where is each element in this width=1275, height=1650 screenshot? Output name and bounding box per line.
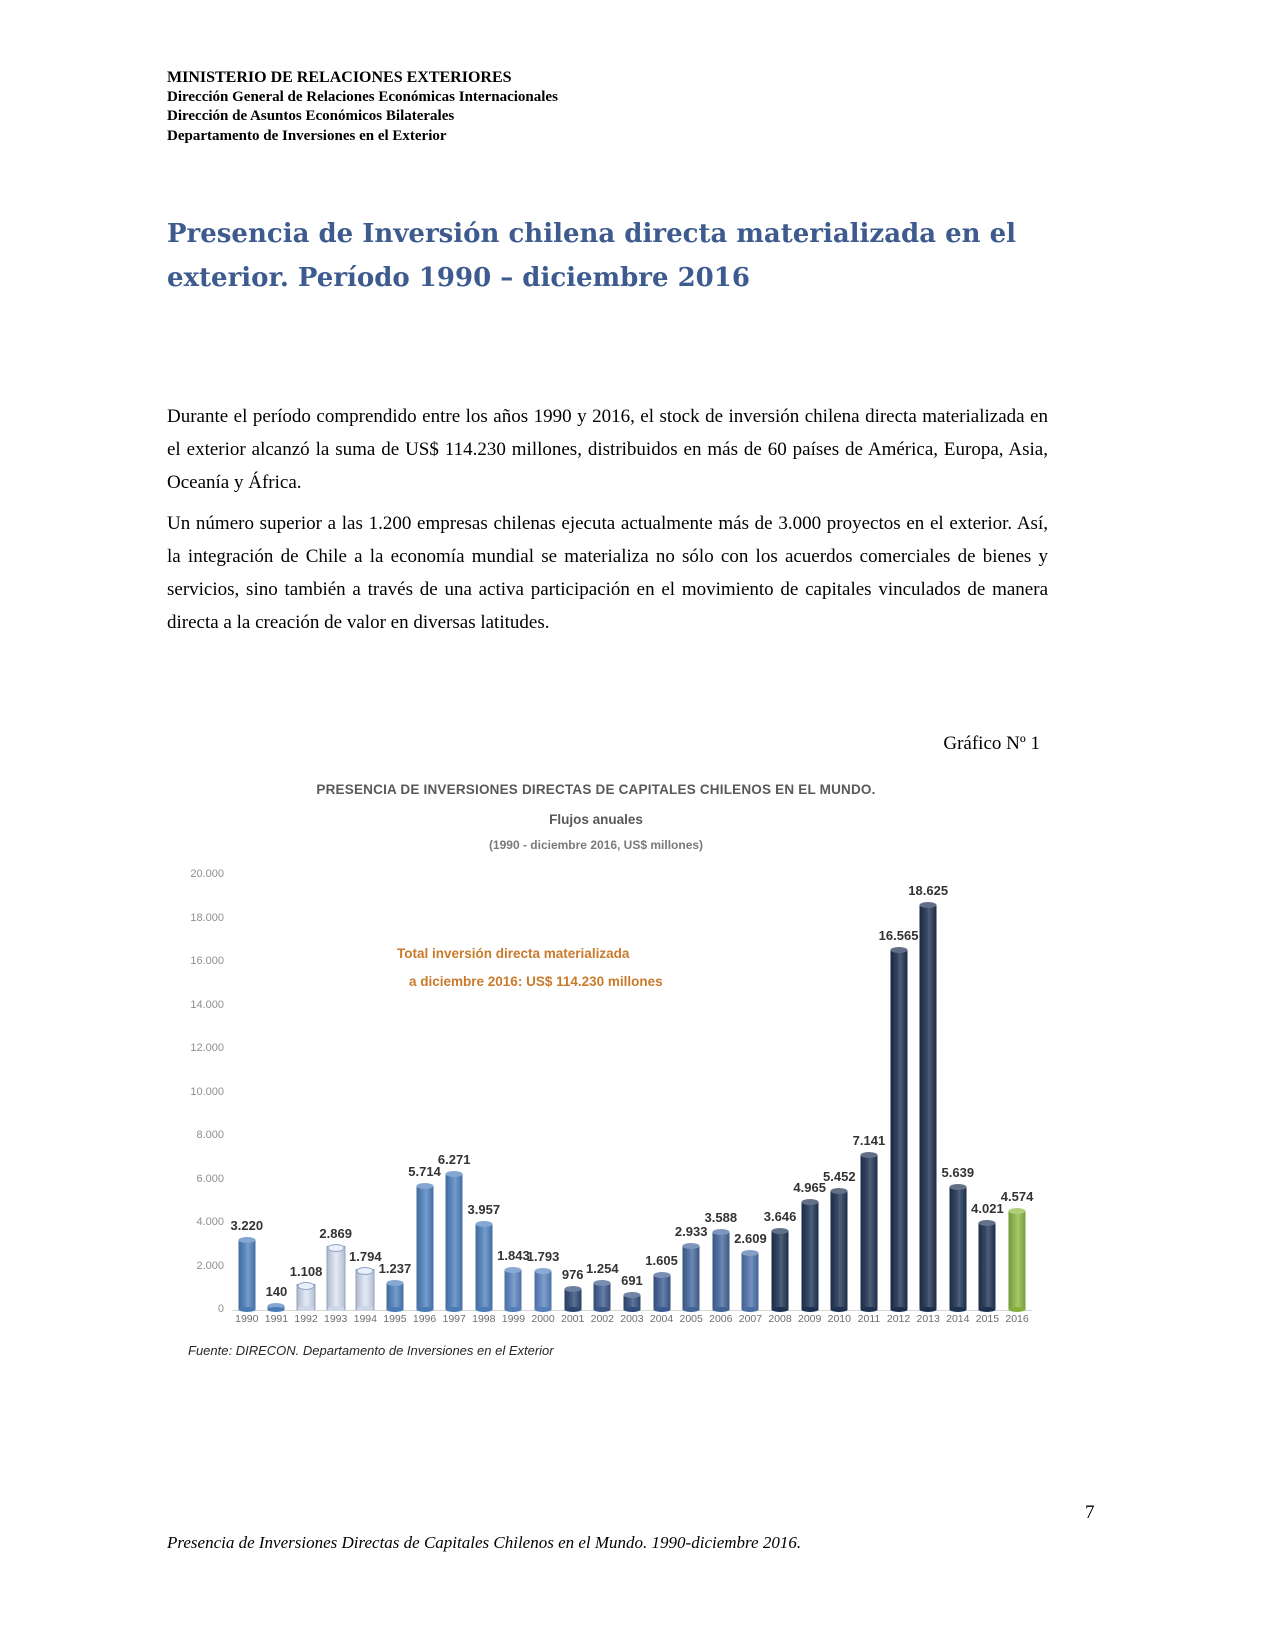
bar-top-ellipse: [594, 1280, 611, 1286]
bar-column-2015: [973, 875, 1003, 1310]
source-note: Fuente: DIRECON. Departamento de Inversiones en el Exterior: [188, 1343, 554, 1358]
plot-area: [232, 875, 1032, 1311]
x-tick-label: 1990: [235, 1313, 259, 1325]
bar-bottom-ellipse: [831, 1307, 848, 1312]
bar-top-ellipse: [416, 1183, 433, 1189]
bar-bottom-ellipse: [268, 1307, 285, 1312]
bar-top-ellipse: [623, 1292, 640, 1298]
paragraph-1: Durante el período comprendido entre los años 1990 y 2016, el stock de inversión chilena directa materializada en el exterior alcanzó la suma de US$ 114.230 millones, distribuidos en más de 60 países de América, Europa, Asia, Oceanía y África.: [167, 406, 1048, 493]
bar-bottom-ellipse: [653, 1307, 670, 1312]
bar-1996: [416, 1186, 433, 1310]
bar-value-label: 1.843: [497, 1248, 530, 1263]
bar-column-2002: [588, 875, 618, 1310]
chart-subtitle-range: (1990 - diciembre 2016, US$ millones): [488, 838, 704, 852]
bar-top-ellipse: [742, 1250, 759, 1256]
bar-value-label: 1.108: [289, 1264, 323, 1279]
bar-column-1998: [469, 875, 499, 1310]
bar-value-label: 3.957: [467, 1202, 501, 1217]
bar-bottom-ellipse: [890, 1307, 907, 1312]
bar-column-2009: [795, 875, 825, 1310]
bar-bottom-ellipse: [801, 1307, 818, 1312]
bar-top-ellipse: [683, 1243, 700, 1249]
bar-column-2008: [765, 875, 795, 1310]
bar-2006: [712, 1232, 729, 1310]
bar-column-1995: [380, 875, 410, 1310]
y-axis: [160, 868, 224, 1315]
bar-value-label: 1.793: [526, 1249, 560, 1264]
bar-1992: [297, 1284, 316, 1310]
bar-top-ellipse: [860, 1152, 877, 1158]
bar-top-ellipse: [446, 1171, 463, 1177]
bar-top-ellipse: [979, 1220, 996, 1226]
bar-bottom-ellipse: [327, 1306, 344, 1311]
x-tick-label: 2016: [1005, 1313, 1029, 1325]
bar-bottom-ellipse: [623, 1307, 640, 1312]
x-tick-label: 2014: [946, 1313, 970, 1325]
bar-2003: [623, 1295, 640, 1310]
bar-value-label: 140: [265, 1284, 288, 1299]
x-tick-label: 2001: [561, 1313, 585, 1325]
bar-column-2005: [676, 875, 706, 1310]
bar-column-2010: [825, 875, 855, 1310]
x-tick-label: 1993: [324, 1313, 348, 1325]
bar-value-label: 2.933: [674, 1224, 708, 1239]
bar-column-2003: [617, 875, 647, 1310]
bar-top-ellipse: [1009, 1208, 1026, 1214]
page-title-line-2: exterior. Período 1990 – diciembre 2016: [167, 263, 750, 293]
x-tick-label: 2002: [590, 1313, 614, 1325]
x-tick-label: 2013: [916, 1313, 940, 1325]
bar-1995: [386, 1283, 403, 1310]
bar-value-label: 5.452: [823, 1169, 856, 1184]
y-tick-label: 20.000: [190, 868, 224, 880]
bar-top-ellipse: [564, 1286, 581, 1292]
bar-1991: [268, 1306, 285, 1310]
bar-column-2006: [706, 875, 736, 1310]
bar-1998: [475, 1224, 492, 1310]
bar-column-2016: [1002, 875, 1032, 1310]
y-tick-label: 0: [217, 1303, 224, 1315]
chart-subtitle: Flujos anuales: [549, 812, 643, 827]
bar-top-ellipse: [801, 1199, 818, 1205]
x-tick-label: 1999: [501, 1313, 526, 1325]
bar-value-label: 4.574: [1000, 1189, 1034, 1204]
x-tick-label: 2003: [620, 1313, 644, 1325]
bar-top-ellipse: [505, 1267, 522, 1273]
x-tick-label: 2005: [679, 1313, 703, 1325]
investment-bar-chart: [160, 770, 1032, 1342]
bar-value-label: 1.237: [378, 1261, 412, 1276]
letterhead: [167, 68, 558, 146]
bar-column-1997: [439, 875, 469, 1310]
y-tick-label: 6.000: [196, 1172, 224, 1185]
bar-column-2000: [528, 875, 558, 1310]
bar-value-label: 5.714: [408, 1164, 441, 1179]
bar-1999: [505, 1270, 522, 1310]
bar-2007: [742, 1253, 759, 1310]
bar-value-label: 2.869: [319, 1226, 352, 1241]
bar-bottom-ellipse: [920, 1307, 937, 1312]
x-tick-label: 2010: [827, 1313, 851, 1325]
bar-top-ellipse: [920, 902, 937, 908]
bar-2000: [535, 1271, 552, 1310]
chart-title: PRESENCIA DE INVERSIONES DIRECTAS DE CAPITALES CHILENOS EN EL MUNDO.: [316, 782, 876, 797]
bar-top-ellipse: [890, 947, 907, 953]
bar-1994: [356, 1269, 375, 1310]
bar-1993: [326, 1246, 345, 1310]
bar-2011: [860, 1155, 877, 1310]
bar-column-1991: [262, 875, 292, 1310]
bar-2013: [920, 905, 937, 1310]
bar-value-label: 2.609: [734, 1231, 767, 1246]
bar-bottom-ellipse: [860, 1307, 877, 1312]
paragraph-2: Un número superior a las 1.200 empresas chilenas ejecuta actualmente más de 3.000 proyectos en el exterior. Así, la integración de Chile a la economía mundial se materializa no sólo con los acuerdos comerciales de bienes y servicios, sino también a través de una activa participación en el movimiento de capitales vinculados de manera directa a la creación de valor en diversas latitudes.: [167, 513, 1048, 633]
bar-top-ellipse: [475, 1221, 492, 1227]
bar-2002: [594, 1283, 611, 1310]
bar-top-ellipse: [831, 1188, 848, 1194]
x-tick-label: 2015: [975, 1313, 1000, 1325]
bar-2012: [890, 950, 907, 1310]
bar-bottom-ellipse: [564, 1307, 581, 1312]
x-tick-label: 1992: [294, 1313, 318, 1325]
bar-2005: [683, 1246, 700, 1310]
bar-bottom-ellipse: [742, 1307, 759, 1312]
bar-bottom-ellipse: [712, 1307, 729, 1312]
letterhead-line: MINISTERIO DE RELACIONES EXTERIORES: [167, 69, 512, 86]
bar-2014: [949, 1187, 966, 1310]
y-tick-label: 18.000: [190, 911, 224, 924]
x-tick-label: 1996: [412, 1313, 437, 1325]
x-tick-label: 2007: [738, 1313, 763, 1325]
bar-value-label: 976: [561, 1267, 584, 1282]
annotation-line-2: a diciembre 2016: US$ 114.230 millones: [409, 974, 663, 989]
bar-column-1992: [291, 875, 321, 1310]
bar-column-2014: [943, 875, 973, 1310]
bar-value-label: 1.605: [645, 1253, 678, 1268]
bar-2009: [801, 1202, 818, 1310]
bar-top-ellipse: [327, 1244, 344, 1252]
bar-bottom-ellipse: [357, 1306, 374, 1311]
x-tick-label: 2012: [886, 1313, 911, 1325]
bar-top-ellipse: [712, 1229, 729, 1235]
bar-bottom-ellipse: [238, 1307, 255, 1312]
x-tick-label: 2011: [857, 1313, 881, 1325]
y-tick-label: 10.000: [190, 1085, 224, 1098]
letterhead-line: Dirección General de Relaciones Económicas Internacionales: [167, 88, 558, 105]
bar-value-label: 7.141: [852, 1133, 886, 1148]
bar-2004: [653, 1275, 670, 1310]
bar-top-ellipse: [535, 1268, 552, 1274]
bar-2001: [564, 1289, 581, 1310]
page-title: [167, 212, 1067, 300]
bar-value-label: 3.220: [230, 1218, 264, 1233]
bar-top-ellipse: [386, 1280, 403, 1286]
bar-value-label: 6.271: [437, 1152, 471, 1167]
page-title-line-1: Presencia de Inversión chilena directa materializada en el: [167, 219, 1017, 249]
bar-value-label: 3.646: [763, 1209, 797, 1224]
x-tick-label: 1995: [383, 1313, 407, 1325]
bar-value-label: 5.639: [941, 1165, 975, 1180]
bar-value-label: 3.588: [704, 1210, 738, 1225]
bar-column-1994: [351, 875, 381, 1310]
y-tick-label: 12.000: [190, 1042, 224, 1054]
bar-bottom-ellipse: [298, 1306, 315, 1311]
bar-2008: [772, 1231, 789, 1310]
bar-column-2012: [878, 875, 919, 1310]
bar-column-1999: [499, 875, 529, 1310]
bar-bottom-ellipse: [949, 1307, 966, 1312]
bar-top-ellipse: [298, 1282, 315, 1290]
y-tick-label: 4.000: [196, 1216, 224, 1228]
bar-1997: [446, 1174, 463, 1310]
y-tick-label: 14.000: [190, 998, 224, 1011]
bar-bottom-ellipse: [683, 1307, 700, 1312]
footer-note: Presencia de Inversiones Directas de Capitales Chilenos en el Mundo. 1990-diciembre 2016.: [167, 1533, 802, 1552]
bar-bottom-ellipse: [386, 1307, 403, 1312]
page-number: 7: [1085, 1502, 1095, 1523]
bar-value-label: 4.021: [971, 1201, 1004, 1216]
x-tick-label: 1994: [353, 1313, 377, 1325]
bar-2010: [831, 1191, 848, 1310]
y-tick-label: 16.000: [190, 955, 224, 967]
bar-bottom-ellipse: [535, 1307, 552, 1312]
bar-value-label: 1.794: [349, 1249, 382, 1264]
bar-top-ellipse: [653, 1272, 670, 1278]
bar-column-2004: [647, 875, 677, 1310]
bar-bottom-ellipse: [594, 1307, 611, 1312]
bar-value-label: 4.965: [793, 1180, 826, 1195]
bar-2016: [1009, 1211, 1026, 1310]
y-tick-label: 8.000: [196, 1129, 224, 1141]
y-tick-label: 2.000: [196, 1259, 224, 1272]
bar-top-ellipse: [238, 1237, 255, 1243]
bar-bottom-ellipse: [1009, 1307, 1026, 1312]
bar-value-label: 16.565: [878, 928, 919, 943]
x-tick-label: 2009: [798, 1313, 822, 1325]
annotation-line-1: Total inversión directa materializada: [397, 946, 630, 961]
x-tick-label: 2004: [649, 1313, 674, 1325]
bar-top-ellipse: [357, 1267, 374, 1275]
x-tick-label: 1998: [472, 1313, 496, 1325]
bar-bottom-ellipse: [772, 1307, 789, 1312]
bar-column-2013: [908, 875, 949, 1310]
bar-2015: [979, 1223, 996, 1310]
bar-value-label: 1.254: [586, 1261, 619, 1276]
x-tick-label: 1997: [442, 1313, 466, 1325]
x-tick-label: 1991: [264, 1313, 289, 1325]
bar-bottom-ellipse: [416, 1307, 433, 1312]
x-tick-label: 2006: [709, 1313, 733, 1325]
bar-value-label: 691: [621, 1273, 643, 1288]
bar-bottom-ellipse: [505, 1307, 522, 1312]
bar-top-ellipse: [949, 1184, 966, 1190]
bar-column-2001: [558, 875, 588, 1310]
x-tick-label: 2008: [768, 1313, 792, 1325]
letterhead-line: Departamento de Inversiones en el Exterior: [167, 127, 447, 144]
bar-column-2007: [736, 875, 766, 1310]
letterhead-line: Dirección de Asuntos Económicos Bilaterales: [167, 108, 455, 124]
bar-column-1990: [232, 875, 262, 1310]
bar-column-1993: [321, 875, 351, 1310]
x-tick-label: 2000: [531, 1313, 555, 1325]
bar-bottom-ellipse: [475, 1307, 492, 1312]
bar-top-ellipse: [772, 1228, 789, 1234]
bar-bottom-ellipse: [979, 1307, 996, 1312]
bar-bottom-ellipse: [446, 1307, 463, 1312]
bar-column-1996: [410, 875, 440, 1310]
x-axis: [232, 1313, 1032, 1325]
bar-1990: [238, 1240, 255, 1310]
figure-caption: Gráfico Nº 1: [943, 733, 1040, 754]
bar-value-label: 18.625: [908, 883, 949, 898]
